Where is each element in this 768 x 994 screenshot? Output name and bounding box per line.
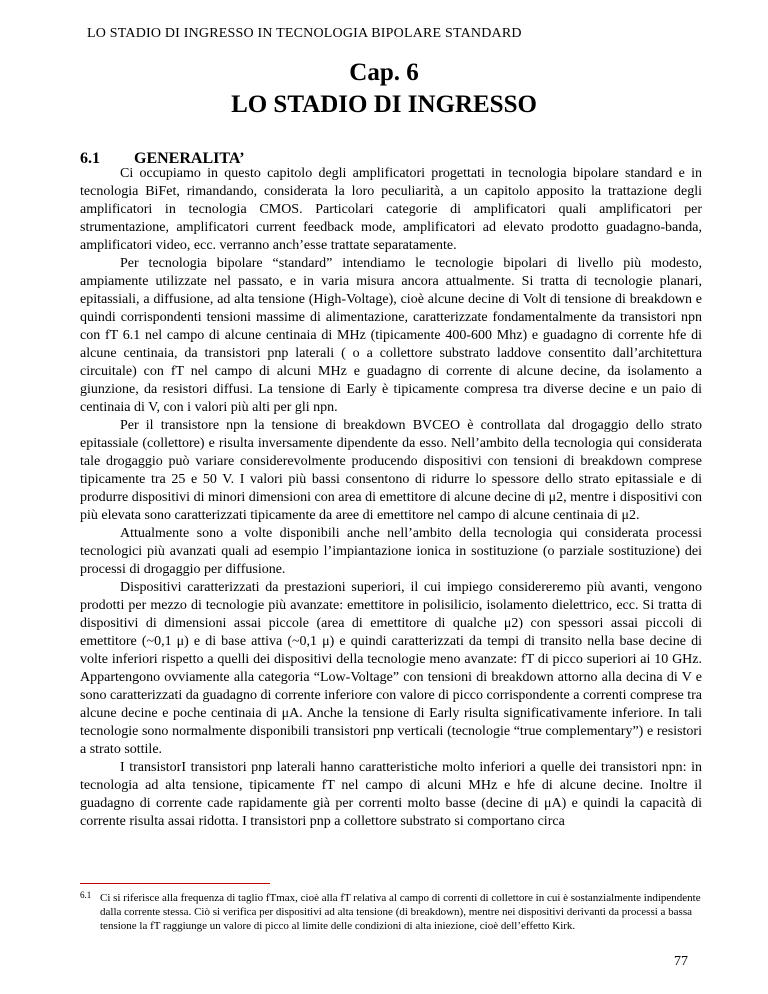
paragraph: Attualmente sono a volte disponibili anche nell’ambito della tecnologia qui considerata processi tecnologici più avanzati quali ad esempio l’impiantazione ionica in sostituzione (o parziale sostituzione) dei processi di drogaggio per diffusione. (80, 526, 702, 577)
footnote-mark: 6.1 (80, 890, 92, 900)
running-header: LO STADIO DI INGRESSO IN TECNOLOGIA BIPOLARE STANDARD (87, 26, 522, 41)
paragraph: Per il transistore npn la tensione di breakdown BVCEO è controllata dal drogaggio dello strato epitassiale (collettore) e risulta inversamente dipendente da esso. Nell’ambito della tecnologia qui considerata tale drogaggio può variare considerevolmente producendo dispositivi con tensioni di breakdown comprese tipicamente tra 25 e 50 V. I valori più bassi consentono di ridurre lo spessore dello strato epitassiale e di produrre dispositivi di minori dimensioni con area di emettitore di alcune decine di μ2, mentre i dispositivi con più elevata sono caratterizzati tipicamente da aree di emettitore nel campo di alcune centinaia di μ2. (80, 418, 702, 523)
paragraph: Ci occupiamo in questo capitolo degli amplificatori progettati in tecnologia bipolare standard e in tecnologia BiFet, rimandando, considerata la loro peculiarità, a un capitolo apposito la trattazione degli amplificatori in tecnologia CMOS. Particolari categorie di amplificatori quali amplificatori per strumentazione, amplificatori current feedback mode, amplificatori ad elevato prodotto guadagno-banda, amplificatori video, ecc. verranno anch’esse trattate separatamente. (80, 166, 702, 253)
page-number: 77 (674, 954, 688, 969)
paragraph: I transistorI transistori pnp laterali hanno caratteristiche molto inferiori a quelle dei transistori npn: in tecnologia ad alta tensione, tipicamente fT nel campo di alcuni MHz e hfe di alcune decine. Inoltre il guadagno di corrente cade rapidamente già per correnti molto basse (decine di μA) e quindi la capacità di corrente risulta assai ridotta. I transistori pnp a collettore substrato si comportano circa (80, 760, 702, 829)
footnote-text: Ci si riferisce alla frequenza di taglio fTmax, cioè alla fT relativa al campo di correnti di collettore in cui è sostanzialmente indipendente dalla corrente stessa. Ciò si verifica per dispositivi ad alta tensione (di breakdown), mentre nei dispositivi derivanti da processi a bassa tensione la fT raggiunge un valore di picco al limite delle condizioni di alta iniezione, cioè dell’effetto Kirk. (100, 892, 701, 932)
footnote (80, 891, 702, 933)
chapter-title: LO STADIO DI INGRESSO (231, 91, 537, 118)
footnote-separator (80, 883, 270, 884)
paragraph: Dispositivi caratterizzati da prestazioni superiori, il cui impiego considereremo più avanti, vengono prodotti per mezzo di tecnologie più avanzate: emettitore in polisilicio, isolamento dielettrico, ecc. Si tratta di dispositivi di dimensioni assai piccole (area di emettitore di qualche μ2) con spessori assai piccoli di emettitore (~0,1 μ) e di base attiva (~0,1 μ) e quindi caratterizzati da tempi di transito nella base decine di volte inferiori rispetto a quelli dei dispositivi della tecnologie meno avanzate: fT di picco superiori ai 10 GHz. Appartengono ovviamente alla categoria “Low-Voltage” con tensioni di breakdown attorno alla decina di V e sono caratterizzati da guadagno di corrente inferiore con valore di picco corrispondente a correnti comprese tra alcune decine e poche centinaia di μA. Anche la tensione di Early risulta significativamente inferiore. In tali tecnologie sono normalmente disponibili transistori pnp verticali (tecnologie “true complementary”) e resistori a strato sottile. (80, 580, 702, 757)
section-number: 6.1 (80, 150, 100, 167)
paragraph: Per tecnologia bipolare “standard” intendiamo le tecnologie bipolari di livello più modesto, ampiamente utilizzate nel passato, e in varia misura ancora attualmente. Si tratta di tecnologie planari, epitassiali, a diffusione, ad alta tensione (High-Voltage), cioè alcune decine di Volt di tensione di breakdown e quindi corrispondenti tensioni massime di alimentazione, caratterizzate fondamentalmente da transistori npn con fT 6.1 nel campo di alcune centinaia di MHz (tipicamente 400-600 Mhz) e guadagno di corrente hfe di alcune centinaia, da transistori pnp laterali ( o a collettore substrato laddove consentito dall’architettura circuitale) con fT nel campo di alcuni MHz e guadagno di corrente di alcune decine, da isolamento a giunzione, da resistori diffusi. La tensione di Early è tipicamente compresa tra diverse decine e un paio di centinaia di V, con i valori più alti per gli npn. (80, 256, 702, 415)
body-text (80, 165, 702, 831)
section-title: GENERALITA’ (134, 150, 245, 167)
chapter-number: Cap. 6 (349, 59, 419, 86)
